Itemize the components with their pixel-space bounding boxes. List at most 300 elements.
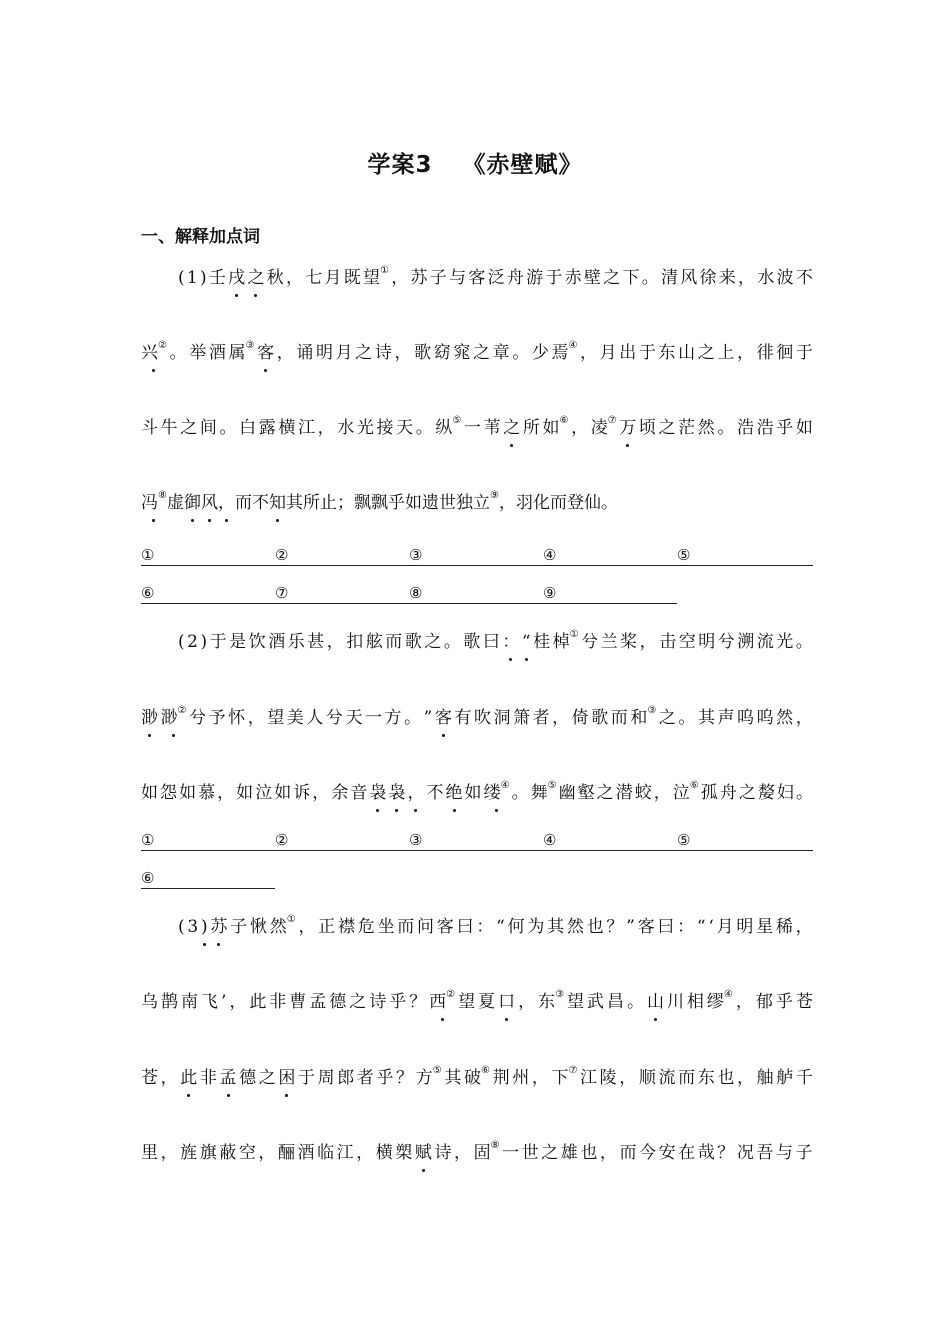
answer-blank[interactable]: ②	[275, 545, 409, 566]
footnote-marker: ⑦	[607, 415, 617, 427]
char: 秋	[266, 268, 284, 288]
char: 袅	[369, 783, 387, 803]
char: 飘	[370, 493, 388, 513]
answer-blank[interactable]: ⑦	[275, 583, 409, 604]
char: 舻	[776, 1068, 794, 1088]
char: 而	[234, 493, 252, 513]
char: 徊	[776, 343, 794, 363]
char: 洞	[493, 708, 511, 728]
char: 和③	[630, 705, 657, 728]
char: ：	[502, 632, 520, 652]
char: 举	[189, 343, 207, 363]
char: 之	[541, 1143, 559, 1163]
char: 星	[756, 917, 774, 937]
char: 安	[658, 1143, 676, 1163]
char: 乐	[287, 632, 305, 652]
char: 天	[396, 418, 414, 438]
char: ，	[276, 343, 294, 363]
char: 明	[698, 632, 716, 652]
char: 御	[183, 493, 201, 513]
footnote-marker: ⑤	[432, 1065, 442, 1077]
char: ，	[217, 783, 235, 803]
char: 兰	[600, 632, 618, 652]
char: 间	[199, 418, 217, 438]
char: 旌	[180, 1143, 198, 1163]
char: 临	[317, 1143, 335, 1163]
char: 而	[397, 917, 415, 937]
char: 子	[429, 268, 447, 288]
char: 流	[658, 1068, 676, 1088]
char: 其	[547, 917, 565, 937]
char: 一	[502, 1143, 520, 1163]
char: 而	[549, 493, 567, 513]
char: 襟	[337, 917, 355, 937]
char: 茫	[678, 418, 696, 438]
char: 者	[532, 708, 550, 728]
char: 既	[343, 268, 361, 288]
char: 子	[230, 917, 248, 937]
char: ，	[653, 783, 671, 803]
char: ，	[160, 1068, 178, 1088]
char: 非	[199, 1068, 217, 1088]
char: 。	[600, 493, 618, 513]
char: 方⑤	[415, 1065, 442, 1088]
char: 下	[622, 268, 640, 288]
char: 牛	[160, 418, 178, 438]
char: ，	[639, 632, 657, 652]
text-line	[141, 781, 813, 805]
char: 美	[286, 708, 304, 728]
char: 所	[522, 418, 540, 438]
char: 荆	[492, 1068, 510, 1088]
char: 流	[756, 632, 774, 652]
char: 3	[187, 917, 199, 937]
footnote-marker: ②	[158, 340, 167, 352]
char: 不	[426, 783, 444, 803]
char: 危	[357, 917, 375, 937]
char: 章	[492, 343, 510, 363]
answer-blank[interactable]: ⑥	[141, 868, 275, 889]
char: 仙	[583, 493, 601, 513]
char: 扣	[346, 632, 364, 652]
char: 孟	[219, 1068, 237, 1088]
answer-blank[interactable]: ③	[409, 830, 543, 851]
char: 舟	[719, 783, 737, 803]
char: 泣⑥	[672, 780, 699, 803]
char: 正	[318, 917, 336, 937]
char: 江	[580, 1068, 598, 1088]
char: 如	[141, 783, 158, 803]
char: 乎	[389, 992, 407, 1012]
char: 一	[364, 708, 382, 728]
char: 。	[678, 708, 696, 728]
text-line	[141, 706, 813, 730]
char: 郁	[755, 992, 773, 1012]
char: ：	[476, 917, 494, 937]
char: 水	[337, 418, 355, 438]
char: (	[178, 268, 185, 288]
char: 。	[415, 418, 433, 438]
answer-blank[interactable]: ③	[409, 545, 543, 566]
char: 非	[269, 992, 287, 1012]
char: 曰	[657, 917, 675, 937]
char: 破⑥	[463, 1065, 490, 1088]
char: 口	[498, 992, 516, 1012]
char: 郎	[337, 1068, 355, 1088]
char: 相	[686, 992, 704, 1012]
char: 山	[646, 992, 664, 1012]
char: 窈	[433, 343, 451, 363]
text-line	[178, 630, 813, 654]
char: 诉	[293, 783, 311, 803]
char: 箫	[513, 708, 531, 728]
char: 浩	[737, 418, 755, 438]
char: 江	[298, 418, 315, 438]
char: 昌	[606, 992, 624, 1012]
char: 然	[566, 917, 584, 937]
char: 兮	[325, 708, 343, 728]
char: 呜	[737, 708, 755, 728]
footnote-marker: ①	[569, 629, 579, 641]
char: 出	[619, 343, 637, 363]
char: 东	[697, 1068, 715, 1088]
char: )	[200, 268, 207, 288]
footnote-marker: ③	[555, 989, 565, 1001]
char: 缕④	[483, 780, 510, 803]
section-heading: 一、解释加点词	[141, 227, 260, 247]
char: 如	[274, 783, 292, 803]
char: 。	[169, 343, 187, 363]
char: 虚	[166, 493, 184, 513]
char: 月	[599, 343, 617, 363]
char: 苍	[141, 1068, 158, 1088]
char: 饮	[248, 632, 266, 652]
char: 雄	[560, 1143, 578, 1163]
char: 其	[444, 1068, 462, 1088]
char: 怨	[160, 783, 178, 803]
char: ，	[394, 343, 412, 363]
char: 上	[717, 343, 735, 363]
char: 顷	[638, 418, 656, 438]
char: 飘	[353, 493, 371, 513]
footnote-marker: ②	[446, 989, 456, 1001]
char: 泣	[255, 783, 273, 803]
text-line	[178, 266, 813, 290]
footnote-marker: ⑤	[452, 415, 462, 427]
char: 孤	[700, 783, 718, 803]
char: 慕	[198, 783, 216, 803]
char: 苏	[410, 268, 428, 288]
char: 问	[417, 917, 435, 937]
char: 客	[468, 268, 486, 288]
char: ，	[326, 632, 344, 652]
char: 有	[454, 708, 472, 728]
char: ，	[298, 917, 316, 937]
char: 然①	[269, 914, 296, 937]
char: 之	[258, 1068, 276, 1088]
char: 渺	[141, 708, 158, 728]
char: 南	[180, 992, 198, 1012]
title-work: 《赤壁赋》	[462, 152, 583, 178]
char: 清	[660, 268, 678, 288]
char: ，	[531, 1068, 549, 1088]
answer-blank[interactable]: ⑤	[677, 830, 813, 851]
char: 愀	[249, 917, 267, 937]
char: 而	[678, 1068, 696, 1088]
char: 窕	[453, 343, 471, 363]
char: ？	[717, 1143, 735, 1163]
char: 月	[716, 917, 734, 937]
char: 州	[512, 1068, 530, 1088]
char: 。	[717, 418, 735, 438]
char: 纵⑤	[435, 415, 462, 438]
char: 风	[200, 493, 218, 513]
char: 潜	[615, 783, 633, 803]
char: 之	[180, 418, 198, 438]
char: 徘	[756, 343, 774, 363]
char: 诵	[296, 343, 314, 363]
char: 立⑨	[472, 490, 499, 513]
char: 客	[434, 708, 452, 728]
footnote-marker: ⑧	[158, 490, 167, 502]
char: 飞	[200, 992, 218, 1012]
char: 之	[603, 268, 621, 288]
char: 之	[472, 343, 490, 363]
char: 于	[795, 343, 813, 363]
char: 之	[596, 783, 614, 803]
char: 浩	[756, 418, 774, 438]
char: 望①	[363, 265, 389, 288]
char: 2	[187, 632, 198, 652]
char: 光	[356, 418, 374, 438]
footnote-marker: ⑥	[559, 415, 569, 427]
char: (	[178, 632, 185, 652]
char: 之	[658, 418, 676, 438]
footnote-marker: ④	[723, 989, 733, 1001]
char: 击	[659, 632, 677, 652]
footnote-marker: ①	[380, 265, 389, 277]
char: 舟	[506, 268, 524, 288]
footnote-marker: ⑥	[480, 1065, 490, 1077]
char: 斗	[141, 418, 158, 438]
char: 东	[658, 343, 676, 363]
answer-blank[interactable]: ②	[275, 830, 409, 851]
footnote-marker: ③	[245, 340, 255, 352]
char: 倚	[571, 708, 589, 728]
char: 诗	[434, 1143, 452, 1163]
char: 槊	[395, 1143, 413, 1163]
char: 此	[249, 992, 267, 1012]
char: 其	[697, 708, 715, 728]
char: 渺②	[160, 705, 187, 728]
char: 横	[375, 1143, 393, 1163]
char: 今	[639, 1143, 657, 1163]
answer-blank[interactable]: ⑨	[543, 583, 677, 604]
char: 棹①	[552, 629, 579, 652]
char: 苍	[795, 992, 813, 1012]
char: 如	[179, 783, 197, 803]
char: 者	[356, 1068, 374, 1088]
char: 兮	[717, 632, 735, 652]
answer-blank[interactable]: ⑧	[409, 583, 543, 604]
char: 。	[219, 418, 237, 438]
char: 乎	[776, 418, 794, 438]
char: 万	[619, 418, 637, 438]
char: 壁	[583, 268, 601, 288]
char: ？	[606, 917, 624, 937]
char: 困	[278, 1068, 296, 1088]
char: 之	[658, 708, 676, 728]
char: 如	[404, 493, 422, 513]
char: 予	[208, 708, 226, 728]
text-line	[141, 1141, 813, 1165]
char: 壑	[577, 783, 595, 803]
char: 凌⑦	[590, 415, 617, 438]
char: 之	[503, 418, 521, 438]
text-line	[141, 990, 813, 1014]
char: 之	[355, 343, 373, 363]
char: 一	[463, 418, 481, 438]
char: ，	[599, 1143, 617, 1163]
char: 山	[678, 343, 696, 363]
char: 酒	[208, 343, 226, 363]
char: 德	[329, 992, 347, 1012]
char: ，	[160, 1143, 178, 1163]
char: 天	[345, 708, 363, 728]
char: ’	[220, 992, 227, 1012]
footnote-marker: ③	[647, 705, 657, 717]
char: 。	[795, 632, 813, 652]
char: 吾	[756, 1143, 774, 1163]
char: 吹	[473, 708, 491, 728]
char: 是	[229, 632, 247, 652]
answer-blank[interactable]: ⑥	[141, 583, 275, 604]
char: 之	[349, 992, 367, 1012]
char: 夏	[478, 992, 496, 1012]
char: ，	[258, 1143, 276, 1163]
char: 何	[507, 917, 525, 937]
answer-blank[interactable]: ①	[141, 545, 275, 566]
char: 鹊	[160, 992, 178, 1012]
char: 泛	[487, 268, 505, 288]
char: 缪④	[706, 989, 733, 1012]
char: 顺	[638, 1068, 656, 1088]
char: 壬	[208, 268, 226, 288]
char: 诗	[374, 343, 392, 363]
char: 。	[795, 783, 813, 803]
char: 诗	[369, 992, 387, 1012]
char: 酒	[268, 632, 286, 652]
char: 。	[512, 343, 530, 363]
char: 于	[298, 1068, 315, 1088]
char: ”	[423, 708, 433, 728]
char: 焉④	[551, 340, 578, 363]
char: 稀	[775, 917, 793, 937]
char: 光	[776, 632, 794, 652]
char: 人	[306, 708, 324, 728]
answer-blank[interactable]: ⑤	[677, 545, 813, 566]
char: 。	[511, 783, 529, 803]
footnote-marker: ⑦	[568, 1065, 578, 1077]
char: 之	[697, 343, 715, 363]
char: 德	[239, 1068, 257, 1088]
char: 望	[458, 992, 476, 1012]
char: ，	[312, 783, 330, 803]
char: 绝	[445, 783, 463, 803]
char: 苏	[210, 917, 228, 937]
char: 东③	[538, 989, 565, 1012]
char: 徐	[699, 268, 717, 288]
char: ，	[407, 783, 425, 803]
char: 少	[531, 343, 549, 363]
char: 月	[324, 268, 342, 288]
answer-blank[interactable]: ④	[543, 830, 677, 851]
char: 之	[738, 783, 756, 803]
char: ，	[580, 343, 598, 363]
text-line	[141, 416, 813, 440]
char: 曰	[456, 917, 474, 937]
char: 世	[521, 1143, 539, 1163]
answer-blank[interactable]: ①	[141, 830, 275, 851]
answer-blank[interactable]: ④	[543, 545, 677, 566]
char: 蔽	[219, 1143, 237, 1163]
char: 客	[436, 917, 454, 937]
char: 空	[238, 1143, 256, 1163]
char: 此	[180, 1068, 198, 1088]
char: 曹	[289, 992, 307, 1012]
char: ‘	[708, 917, 714, 937]
text-line	[141, 341, 813, 365]
char: ”	[626, 917, 635, 937]
footnote-marker: ⑨	[489, 490, 499, 502]
char: 陵	[599, 1068, 617, 1088]
char: 望	[267, 708, 285, 728]
char: 游	[526, 268, 544, 288]
char: 江	[336, 1143, 354, 1163]
char: 如	[795, 418, 813, 438]
char: 而	[610, 708, 628, 728]
char: “	[696, 917, 706, 937]
char: 之	[247, 268, 265, 288]
char: 里	[141, 1143, 158, 1163]
char: 川	[666, 992, 684, 1012]
char: 况	[736, 1143, 754, 1163]
char: 与	[449, 268, 467, 288]
char: 知	[268, 493, 286, 513]
char: 歌	[463, 632, 481, 652]
footnote-marker: ②	[177, 705, 187, 717]
char: )	[201, 917, 208, 937]
char: 溯	[737, 632, 755, 652]
char: ，	[738, 268, 756, 288]
char: (	[178, 917, 185, 937]
char: 子	[795, 1143, 813, 1163]
char: 戌	[228, 268, 246, 288]
char: 1	[186, 268, 198, 288]
char: 在	[678, 1143, 696, 1163]
char: ，	[498, 493, 516, 513]
char: )	[200, 632, 208, 652]
char: 音	[350, 783, 368, 803]
text-line	[141, 491, 813, 515]
char: 歌	[591, 708, 609, 728]
char: 乎	[376, 1068, 394, 1088]
char: 千	[795, 1068, 813, 1088]
char: 白	[239, 418, 257, 438]
char: 望	[567, 992, 585, 1012]
char: 甚	[307, 632, 325, 652]
footnote-marker: ①	[286, 914, 296, 926]
